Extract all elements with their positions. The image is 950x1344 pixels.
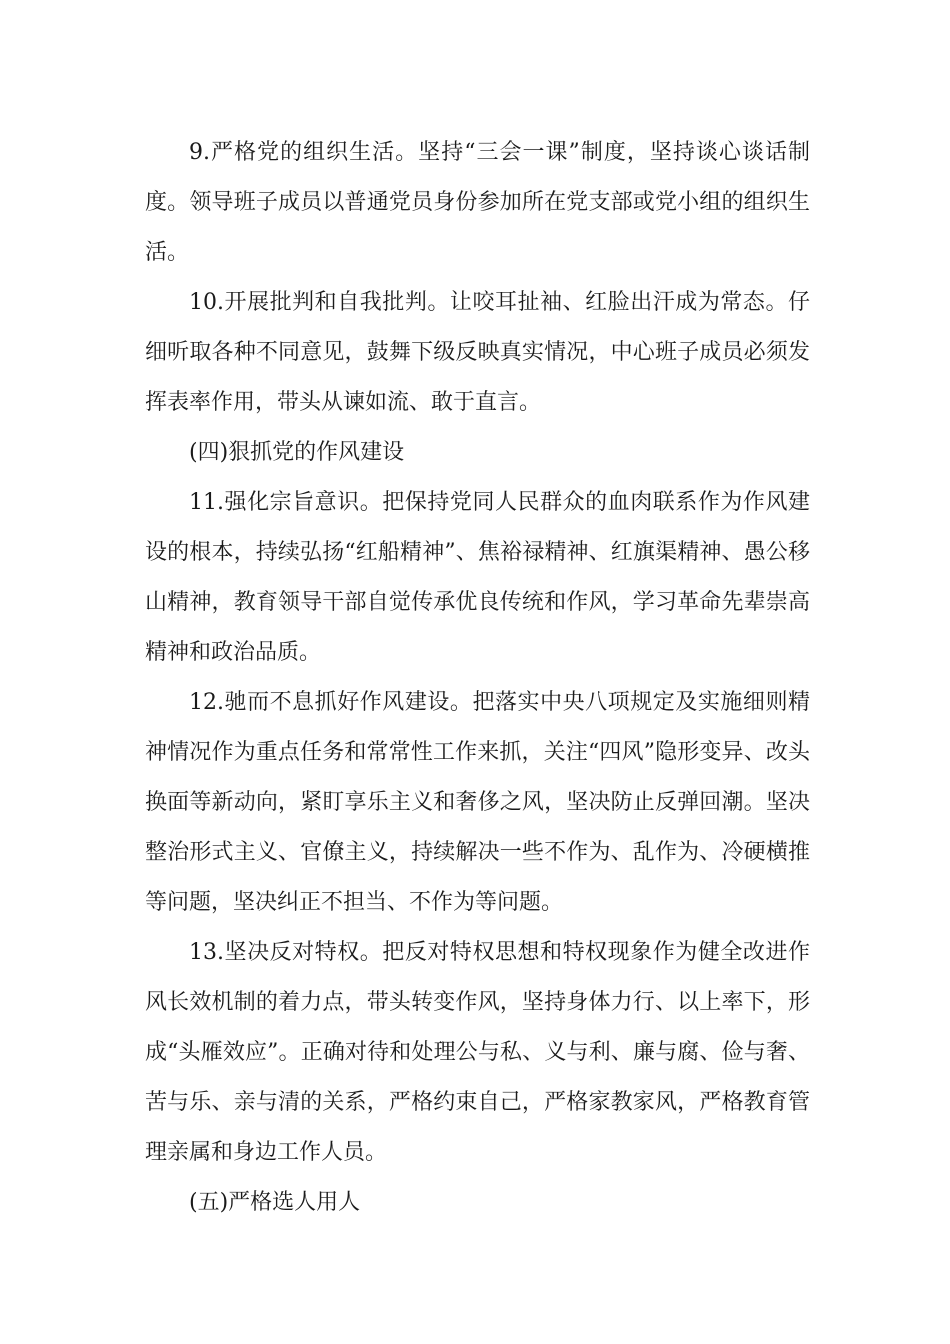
paragraph-item-13: 13.坚决反对特权。把反对特权思想和特权现象作为健全改进作风长效机制的着力点，带头转变作风，坚持身体力行、以上率下，形成“头雁效应”。正确对待和处理公与私、义与利、廉与腐、俭与奢、苦与乐、亲与清的关系，严格约束自己，严格家教家风，严格教育管理亲属和身边工作人员。	[145, 940, 810, 1165]
paragraph-item-12: 12.驰而不息抓好作风建设。把落实中央八项规定及实施细则精神情况作为重点任务和常常性工作来抓，关注“四风”隐形变异、改头换面等新动向，紧盯享乐主义和奢侈之风，坚决防止反弹回潮。坚决整治形式主义、官僚主义，持续解决一些不作为、乱作为、冷硬横推等问题，坚决纠正不担当、不作为等问题。	[145, 690, 810, 915]
section-heading-4: (四)狠抓党的作风建设	[189, 440, 405, 465]
document-body	[145, 128, 810, 1228]
section-heading-5: (五)严格选人用人	[189, 1190, 361, 1215]
paragraph-item-11: 11.强化宗旨意识。把保持党同人民群众的血肉联系作为作风建设的根本，持续弘扬“红船精神”、焦裕禄精神、红旗渠精神、愚公移山精神，教育领导干部自觉传承优良传统和作风，学习革命先辈崇高精神和政治品质。	[145, 490, 810, 665]
paragraph-item-9: 9.严格党的组织生活。坚持“三会一课”制度，坚持谈心谈话制度。领导班子成员以普通党员身份参加所在党支部或党小组的组织生活。	[145, 140, 810, 265]
paragraph-item-10: 10.开展批判和自我批判。让咬耳扯袖、红脸出汗成为常态。仔细听取各种不同意见，鼓舞下级反映真实情况，中心班子成员必须发挥表率作用，带头从谏如流、敢于直言。	[145, 290, 810, 415]
